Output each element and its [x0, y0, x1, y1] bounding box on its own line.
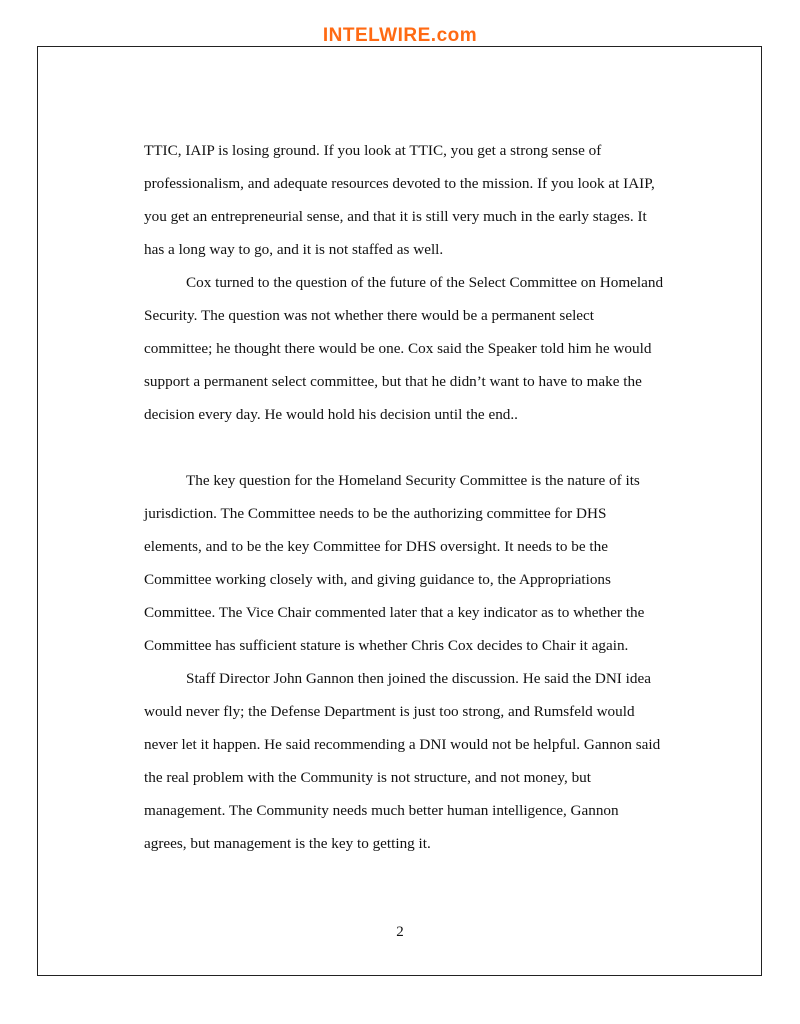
paragraph-ttic-iaip: TTIC, IAIP is losing ground. If you look at TTIC, you get a strong sense of professionalism, and adequate resources devoted to the mission. If you look at IAIP, you get an entrepreneurial sense, and that it is still very much in the early stages. It has a long way to go, and it is not staffed as well.	[144, 142, 655, 258]
paragraph-jurisdiction: The key question for the Homeland Security Committee is the nature of its jurisdiction. The Committee needs to be the authorizing committee for DHS elements, and to be the key Committee for DHS oversight. It needs to be the Committee working closely with, and giving guidance to, the Appropriations Committee. The Vice Chair commented later that a key indicator as to whether the Committee has sufficient stature is whether Chris Cox decides to Chair it again.	[144, 472, 645, 654]
page-number: 2	[396, 924, 404, 940]
intelwire-watermark: INTELWIRE.com	[322, 25, 478, 46]
document-body	[144, 134, 664, 860]
paragraph-select-committee: Cox turned to the question of the future of the Select Committee on Homeland Security. The question was not whether there would be a permanent select committee; he thought there would be one. Cox said the Speaker told him he would support a permanent select committee, but that he didn’t want to have to make the decision every day. He would hold his decision until the end..	[144, 274, 664, 423]
paragraph-gap	[144, 431, 664, 464]
paragraph-gannon: Staff Director John Gannon then joined the discussion. He said the DNI idea would never fly; the Defense Department is just too strong, and Rumsfeld would never let it happen. He said recommending a DNI would not be helpful. Gannon said the real problem with the Community is not structure, and not money, but management. The Community needs much better human intelligence, Gannon agrees, but management is the key to getting it.	[144, 670, 661, 852]
